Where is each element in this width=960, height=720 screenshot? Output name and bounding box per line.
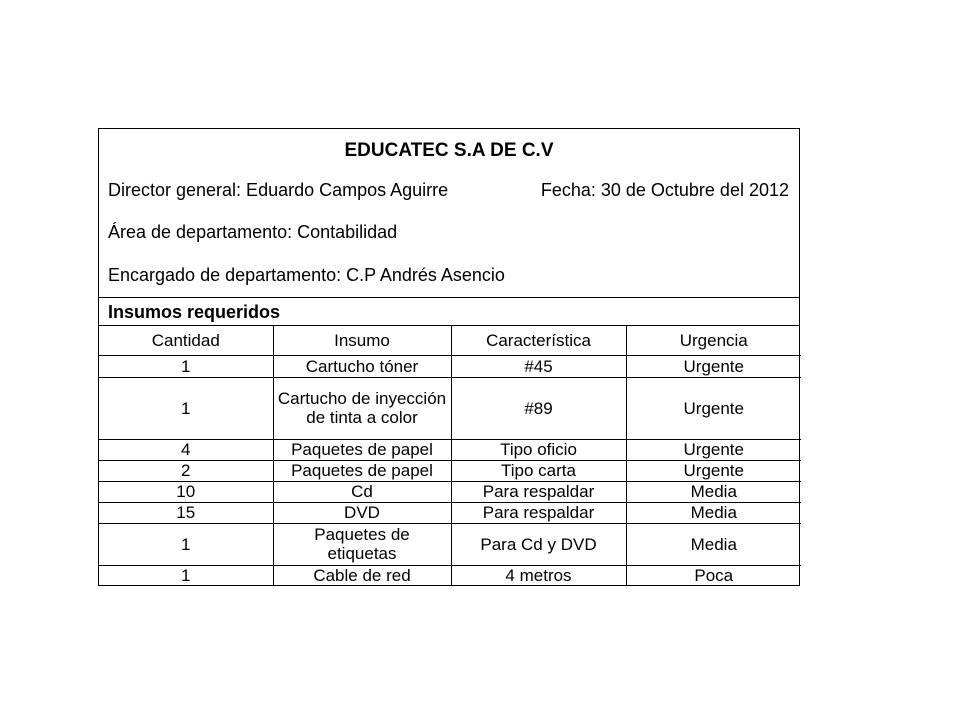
cell-quantity: 4 [99, 439, 273, 460]
cell-feature: 4 metros [451, 565, 626, 585]
date-line: Fecha: 30 de Octubre del 2012 [540, 180, 789, 200]
supplies-table [99, 326, 801, 585]
cell-urgency: Urgente [626, 377, 801, 439]
cell-feature: Para respaldar [451, 481, 626, 502]
cell-quantity: 10 [99, 481, 273, 502]
table-row [99, 502, 801, 523]
cell-item: Cable de red [273, 565, 451, 585]
header-insumo: Insumo [273, 326, 451, 355]
table-row [99, 355, 801, 377]
cell-item: Cartucho de inyección de tinta a color [273, 377, 451, 439]
cell-quantity: 15 [99, 502, 273, 523]
table-row [99, 460, 801, 481]
area-line: Área de departamento: Contabilidad [108, 222, 398, 242]
table-header-row [99, 326, 801, 355]
company-name: EDUCATEC S.A DE C.V [344, 140, 554, 161]
cell-quantity: 1 [99, 523, 273, 565]
cell-urgency: Poca [626, 565, 801, 585]
cell-urgency: Urgente [626, 355, 801, 377]
cell-feature: Tipo carta [451, 460, 626, 481]
cell-urgency: Media [626, 523, 801, 565]
table-row [99, 439, 801, 460]
cell-quantity: 1 [99, 565, 273, 585]
cell-urgency: Media [626, 502, 801, 523]
header-urgencia: Urgencia [626, 326, 801, 355]
table-row [99, 377, 801, 439]
form-header [99, 129, 799, 298]
cell-item: Paquetes de papel [273, 460, 451, 481]
cell-urgency: Media [626, 481, 801, 502]
cell-urgency: Urgente [626, 460, 801, 481]
cell-item: Paquetes de papel [273, 439, 451, 460]
cell-feature: #89 [451, 377, 626, 439]
cell-feature: Para respaldar [451, 502, 626, 523]
table-row [99, 481, 801, 502]
table-row [99, 523, 801, 565]
manager-line: Encargado de departamento: C.P Andrés Asencio [108, 265, 505, 285]
cell-item: DVD [273, 502, 451, 523]
requisition-form [98, 128, 800, 586]
cell-item: Paquetes de etiquetas [273, 523, 451, 565]
cell-urgency: Urgente [626, 439, 801, 460]
cell-feature: Tipo oficio [451, 439, 626, 460]
cell-item: Cd [273, 481, 451, 502]
section-title: Insumos requeridos [99, 298, 799, 326]
cell-item: Cartucho tóner [273, 355, 451, 377]
header-caracteristica: Característica [451, 326, 626, 355]
header-cantidad: Cantidad [99, 326, 273, 355]
cell-quantity: 1 [99, 377, 273, 439]
cell-feature: #45 [451, 355, 626, 377]
cell-quantity: 2 [99, 460, 273, 481]
table-row [99, 565, 801, 585]
cell-feature: Para Cd y DVD [451, 523, 626, 565]
director-line: Director general: Eduardo Campos Aguirre [108, 180, 449, 200]
cell-quantity: 1 [99, 355, 273, 377]
